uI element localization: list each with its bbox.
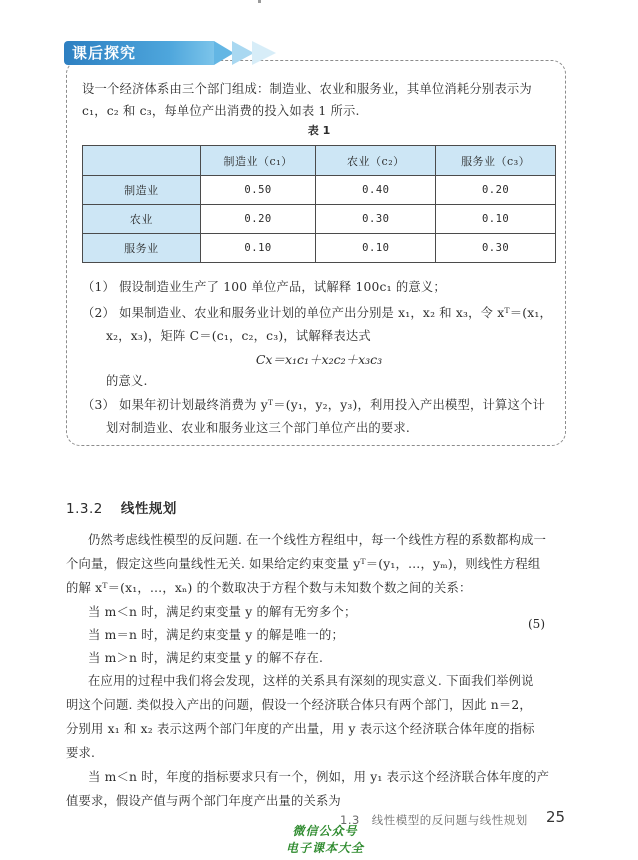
table-cell: 0.10 (200, 234, 316, 263)
footer-chapter-title: 1.3 线性模型的反问题与线性规划 (340, 813, 528, 827)
section-number: 1.3.2 (66, 501, 103, 517)
table-header-row (83, 146, 556, 176)
paragraph-line: 个向量，假定这些向量线性无关. 如果给定约束变量 yᵀ＝(y₁，…，yₘ)，则线性方程组 (66, 557, 541, 571)
watermark-line: 电子课本大全 (285, 841, 364, 855)
explore-banner (64, 41, 304, 65)
question-2-continuation: x₂，x₃)，矩阵 C＝(c₁，c₂，c₃)，试解释表达式 (106, 329, 371, 343)
table-cell: 0.20 (436, 176, 556, 205)
table-cell: 0.30 (316, 205, 436, 234)
case-line: 当 m＝n 时，满足约束变量 y 的解是唯一的； (88, 628, 345, 642)
section-title: 线性规划 (120, 501, 177, 517)
table-caption: 表 1 (307, 124, 331, 137)
paragraph-line: 值要求，假设产值与两个部门年度产出量的关系为 (66, 794, 341, 808)
table-cell: 0.50 (200, 176, 316, 205)
banner-title: 课后探究 (72, 44, 137, 62)
banner-chevron-icon (214, 41, 234, 65)
top-mark (258, 0, 261, 3)
table-cell: 0.10 (436, 205, 556, 234)
banner-chevron-icon (232, 41, 254, 65)
question-2: （2） 如果制造业、农业和服务业计划的单位产出分别是 x₁，x₂ 和 x₃，令 xᵀ＝(x₁， (82, 306, 553, 320)
question-2-ending: 的意义. (106, 374, 148, 388)
table-row-header: 制造业 (83, 176, 201, 205)
table-header-cell: 农业（c₂） (316, 146, 436, 176)
section-heading (66, 497, 177, 517)
table-cell: 0.20 (200, 205, 316, 234)
question-3-continuation: 划对制造业、农业和服务业这三个部门单位产出的要求. (106, 421, 411, 435)
expression-formula: Cx＝x₁c₁＋x₂c₂＋x₃c₃ (255, 352, 383, 367)
banner-chevron-icon (252, 41, 276, 65)
table-row-header: 农业 (83, 205, 201, 234)
paragraph-line: 分别用 x₁ 和 x₂ 表示这两个部门年度的产出量，用 y 表示这个经济联合体年度的指标 (66, 722, 535, 736)
table-cell: 0.30 (436, 234, 556, 263)
question-1: （1） 假设制造业生产了 100 单位产品，试解释 100c₁ 的意义； (82, 280, 446, 294)
table-header-cell: 制造业（c₁） (200, 146, 316, 176)
paragraph-line: 仍然考虑线性模型的反问题. 在一个线性方程组中，每一个线性方程的系数都构成一 (88, 533, 547, 547)
case-line: 当 m＞n 时，满足约束变量 y 的解不存在. (88, 651, 324, 665)
intro-line: 设一个经济体系由三个部门组成：制造业、农业和服务业，其单位消耗分别表示为 (82, 82, 532, 96)
paragraph-line: 当 m＜n 时，年度的指标要求只有一个，例如，用 y₁ 表示这个经济联合体年度的产 (88, 770, 550, 784)
table-cell: 0.40 (316, 176, 436, 205)
table-header-cell (83, 146, 201, 176)
table-row (83, 205, 556, 234)
equation-number: (5) (528, 617, 545, 631)
consumption-table (82, 145, 556, 263)
paragraph-line: 的解 xᵀ＝(x₁，…，xₙ) 的个数取决于方程个数与未知数个数之间的关系： (66, 581, 472, 595)
question-3: （3） 如果年初计划最终消费为 yᵀ＝(y₁，y₂，y₃)，利用投入产出模型，计算这个计 (82, 398, 545, 412)
case-line: 当 m＜n 时，满足约束变量 y 的解有无穷多个； (88, 605, 357, 619)
intro-line: c₁，c₂ 和 c₃，每单位产出消费的投入如表 1 所示. (82, 104, 360, 118)
table-row (83, 176, 556, 205)
explore-intro (82, 78, 558, 122)
table-row-header: 服务业 (83, 234, 201, 263)
table-cell: 0.10 (316, 234, 436, 263)
paragraph-line: 要求. (66, 746, 96, 760)
page-number: 25 (546, 808, 566, 826)
paragraph-line: 在应用的过程中我们将会发现，这样的关系具有深刻的现实意义. 下面我们举例说 (88, 674, 534, 688)
paragraph-line: 明这个问题. 类似投入产出的问题，假设一个经济联合体只有两个部门，因此 n＝2， (66, 698, 532, 712)
table-header-cell: 服务业（c₃） (436, 146, 556, 176)
watermark-line: 微信公众号 (292, 824, 358, 838)
table-row (83, 234, 556, 263)
